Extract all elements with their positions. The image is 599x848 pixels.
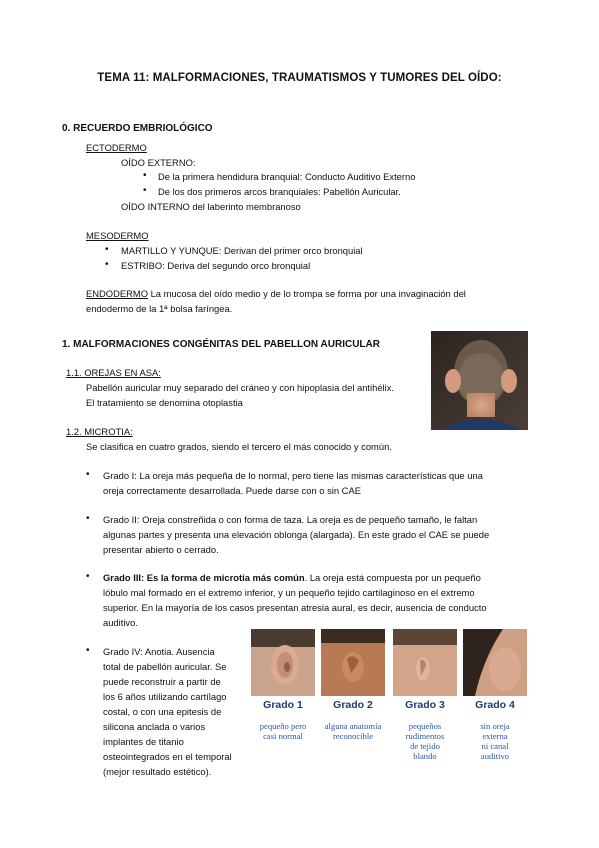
bullet-icon: • <box>86 469 90 480</box>
list-item: MARTILLO Y YUNQUE: Derivan del primer orco bronquial <box>121 245 363 256</box>
grado4-text: los 6 años utilizando cartílago <box>103 691 227 702</box>
list-item: De los dos primeros arcos branquiales: Pabellón Auricular. <box>158 186 401 197</box>
section-1-heading: 1. MALFORMACIONES CONGÉNITAS DEL PABELLON AURICULAR <box>62 339 380 350</box>
grado3-text: lóbulo mal formado en el extremo inferior, y un pequeño tejido cartilaginoso en el extremo <box>103 587 475 598</box>
oido-externo-label: OÍDO EXTERNO: <box>121 157 196 168</box>
oido-interno-text: OÍDO INTERNO del laberinto membranoso <box>121 201 301 212</box>
list-item: De la primera hendidura branquial: Conducto Auditivo Externo <box>158 171 416 182</box>
grado4-text: Grado IV: Anotia. Ausencia <box>103 646 215 657</box>
grado3-caption: pequeños rudimentos de tejido blando <box>405 721 445 761</box>
grado1-text: oreja correctamente desarrollada. Puede darse con o sin CAE <box>103 485 361 496</box>
grado2-text: presentar abierto o cerrado. <box>103 544 219 555</box>
grado4-caption: sin oreja externa ni canal auditivo <box>480 721 510 761</box>
bullet-icon: • <box>86 513 90 524</box>
s11-text: El tratamiento se denomina otoplastia <box>86 397 243 408</box>
endodermo-paragraph <box>86 287 516 302</box>
s12-label: 1.2. MICROTIA: <box>66 426 133 437</box>
grado4-label: Grado 4 <box>475 699 515 711</box>
endodermo-text-cont: endodermo de la 1ª bolsa faríngea. <box>86 303 233 314</box>
bullet-icon: • <box>143 185 147 196</box>
ectodermo-label: ECTODERMO <box>86 142 147 153</box>
bullet-icon: • <box>86 645 90 656</box>
grado2-text: algunas partes y presenta una elevación oblonga (alargada). En este grado el CAE se puede <box>103 529 490 540</box>
grado4-text: implantes de titanio <box>103 736 184 747</box>
orejas-en-asa-photo <box>431 331 528 430</box>
grado3-photo <box>393 629 457 696</box>
grado4-photo <box>463 629 527 696</box>
grado2-text: Grado II: Oreja constreñida o con forma de taza. La oreja es de pequeño tamaño, le faltan <box>103 514 478 525</box>
section-0-heading: 0. RECUERDO EMBRIOLÓGICO <box>62 123 213 134</box>
grado4-text: (mejor resultado estético). <box>103 766 212 777</box>
bullet-icon: • <box>86 571 90 582</box>
grado3-text: superior. En la mayoría de los casos presentan atresia aural, es decir, ausencia de conducto <box>103 602 487 613</box>
grado4-text: silicona anclada o varios <box>103 721 206 732</box>
bullet-icon: • <box>143 170 147 181</box>
grado4-text: puede reconstruir a partir de <box>103 676 221 687</box>
grado3-bold: Grado III: Es la forma de microtia más común <box>103 572 305 583</box>
grado1-label: Grado 1 <box>263 699 303 711</box>
bullet-icon: • <box>105 259 109 270</box>
grado2-photo <box>321 629 385 696</box>
mesodermo-label: MESODERMO <box>86 230 149 241</box>
grado1-caption: pequeño pero casi normal <box>259 721 307 741</box>
grado3-text: auditivo. <box>103 617 138 628</box>
grado2-caption: alguna anatomía reconocible <box>324 721 382 741</box>
s12-intro: Se clasifica en cuatro grados, siendo el tercero el más conocido y común. <box>86 441 392 452</box>
grado4-text: costal, o con una epitesis de <box>103 706 222 717</box>
endodermo-text: La mucosa del oído medio y de lo trompa se forma por una invaginación del <box>147 288 466 299</box>
grado3-label: Grado 3 <box>405 699 445 711</box>
s11-label: 1.1. OREJAS EN ASA: <box>66 367 161 378</box>
page-title: TEMA 11: MALFORMACIONES, TRAUMATISMOS Y TUMORES DEL OÍDO: <box>97 72 502 84</box>
list-item: ESTRIBO: Deriva del segundo orco bronquial <box>121 260 311 271</box>
bullet-icon: • <box>105 244 109 255</box>
grado1-photo <box>251 629 315 696</box>
microtia-grades-figure <box>249 629 529 769</box>
grado1-text: Grado I: La oreja más pequeña de lo normal, pero tiene las mismas características que una <box>103 470 483 481</box>
grado4-text: total de pabellón auricular. Se <box>103 661 227 672</box>
endodermo-label: ENDODERMO <box>86 288 148 299</box>
grado4-text: osteointegrados en el temporal <box>103 751 232 762</box>
s11-text: Pabellón auricular muy separado del cráneo y con hipoplasia del antihélix. <box>86 382 395 393</box>
grado3-text: Grado III: Es la forma de microtia más común. La oreja está compuesta por un pequeño <box>103 572 481 583</box>
grado2-label: Grado 2 <box>333 699 373 711</box>
